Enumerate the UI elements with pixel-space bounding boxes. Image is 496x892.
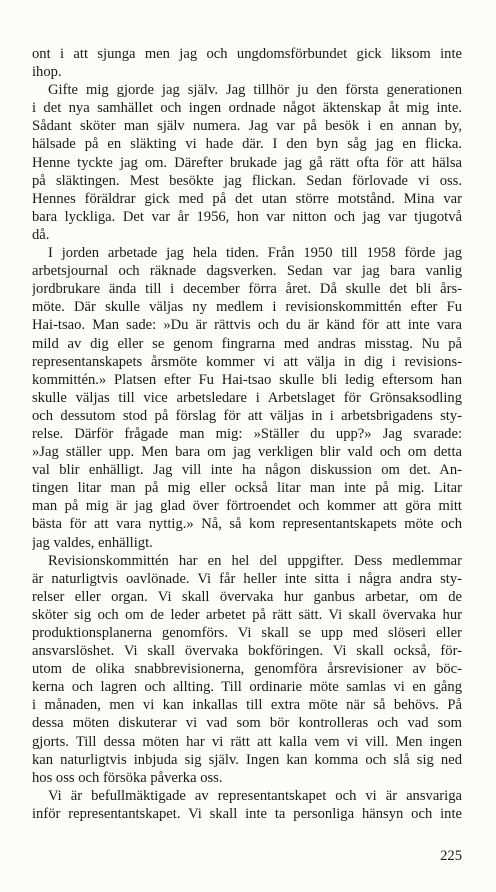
text-line: Hennes föräldrar gick med på det utan större motstånd. Mina var	[32, 190, 462, 207]
text-line: relse. Därför frågade man mig: »Ställer du upp?» Jag svarade:	[32, 425, 462, 442]
text-line: tingen litar man på mig eller också litar man inte på mig. Litar	[32, 480, 462, 497]
text-line: Vi är befullmäktigade av representantskapet och vi är ansvariga	[48, 787, 462, 804]
text-line: jag valdes, enhälligt.	[32, 534, 153, 551]
text-line: dessa möten diskuterar vi vad som bör kontrolleras och vad som	[32, 715, 462, 732]
text-line: gjorts. Till dessa möten har vi rätt att kalla vem vi vill. Men ingen	[32, 733, 462, 750]
text-line: då.	[32, 226, 50, 243]
text-line: är naturligtvis oavlönade. Vi får heller inte sitta i några andra sty-	[32, 570, 462, 587]
text-line: ont i att sjunga men jag och ungdomsförbundet gick liksom inte	[32, 46, 462, 62]
page-number: 225	[440, 848, 462, 864]
text-line: »Jag ställer upp. Men bara om jag verkligen blir vald och om detta	[32, 444, 462, 461]
text-line: möte. Där skulle väljas ny medlem i revisionskommittén efter Fu	[32, 299, 462, 316]
text-line: Henne tyckte jag om. Därefter brukade jag gå rätt ofta för att hälsa	[32, 154, 462, 171]
text-line: mild av dig eller se genom fingrarna med andras misstag. Nu på	[32, 335, 462, 352]
text-line: skulle väljas till vice arbetsledare i Arbetslaget för Grönsaksodling	[32, 389, 462, 406]
body-text	[32, 45, 462, 823]
text-line: i det nya samhället och ingen ordnade något äktenskap åt mig inte.	[32, 100, 462, 117]
text-line: kerna och lagren och allting. Till ordinarie möte samlas vi en gång	[32, 679, 462, 696]
text-line: man på mig är jag glad över förtroendet och kommer att göra mitt	[32, 498, 462, 515]
paragraph	[32, 45, 462, 81]
text-line: ansvarslöshet. Vi skall övervaka bokföringen. Vi skall också, för-	[32, 643, 462, 660]
text-line: bästa för att vara nyttig.» Nå, så kom representantskapets möte och	[32, 516, 462, 533]
text-line: och dessutom stod på förslag för att väljas in i arbetsbrigadens sty-	[32, 407, 462, 424]
paragraph	[32, 787, 462, 823]
paragraph	[32, 552, 462, 787]
text-line: arbetsjournal och räknade dagsverken. Sedan var jag bara vanlig	[32, 263, 462, 280]
text-line: utom de olika snabbrevisionerna, genomföra årsrevisioner av böc-	[32, 661, 462, 678]
text-line: kan naturligtvis inbjuda sig själv. Ingen kan komma och slå sig ned	[32, 751, 462, 768]
text-line: jordbrukare ända till i december förra året. Då skulle det bli års-	[32, 281, 462, 298]
text-line: representanskapets årsmöte kommer vi att välja in dig i revisions-	[32, 353, 462, 370]
text-line: hos oss och försöka påverka oss.	[32, 769, 223, 786]
text-line: bara lyckliga. Det var år 1956, hon var nitton och jag var tjugotvå	[32, 208, 462, 225]
paragraph	[32, 81, 462, 244]
text-line: Sådant sköter man själv numera. Jag var på besök i en annan by,	[32, 118, 462, 135]
text-line: på släktingen. Mest besökte jag flickan. Sedan förlovade vi oss.	[32, 172, 462, 189]
text-line: relser eller organ. Vi skall övervaka hur ganbus arbetar, om de	[32, 588, 462, 605]
text-line: kommittén.» Platsen efter Fu Hai-tsao skulle bli ledig eftersom han	[32, 371, 462, 388]
text-line: Hai-tsao. Man sade: »Du är rättvis och du är känd för att inte vara	[32, 317, 462, 334]
text-line: Revisionskommittén har en hel del uppgifter. Dess medlemmar	[48, 552, 462, 569]
text-line: I jorden arbetade jag hela tiden. Från 1950 till 1958 förde jag	[48, 245, 462, 262]
text-line: sköter sig och om de leder arbetet på rätt sätt. Vi skall övervaka hur	[32, 606, 462, 623]
text-line: hälsade på en släkting vi hade där. I den byn såg jag en flicka.	[32, 136, 462, 153]
text-line: i månaden, men vi kan inkallas till extra möte när så behövs. På	[32, 697, 462, 714]
text-line: val blir enhälligt. Jag vill inte ha någon diskussion om det. An-	[32, 462, 462, 479]
text-line: Gifte mig gjorde jag själv. Jag tillhör ju den första generationen	[48, 82, 462, 99]
text-line: produktionsplanerna genomförs. Vi skall se upp med slöseri eller	[32, 625, 462, 641]
paragraph	[32, 244, 462, 552]
text-line: ihop.	[32, 64, 62, 81]
text-line: inför representantskapet. Vi skall inte ta personliga hänsyn och inte	[32, 805, 462, 822]
